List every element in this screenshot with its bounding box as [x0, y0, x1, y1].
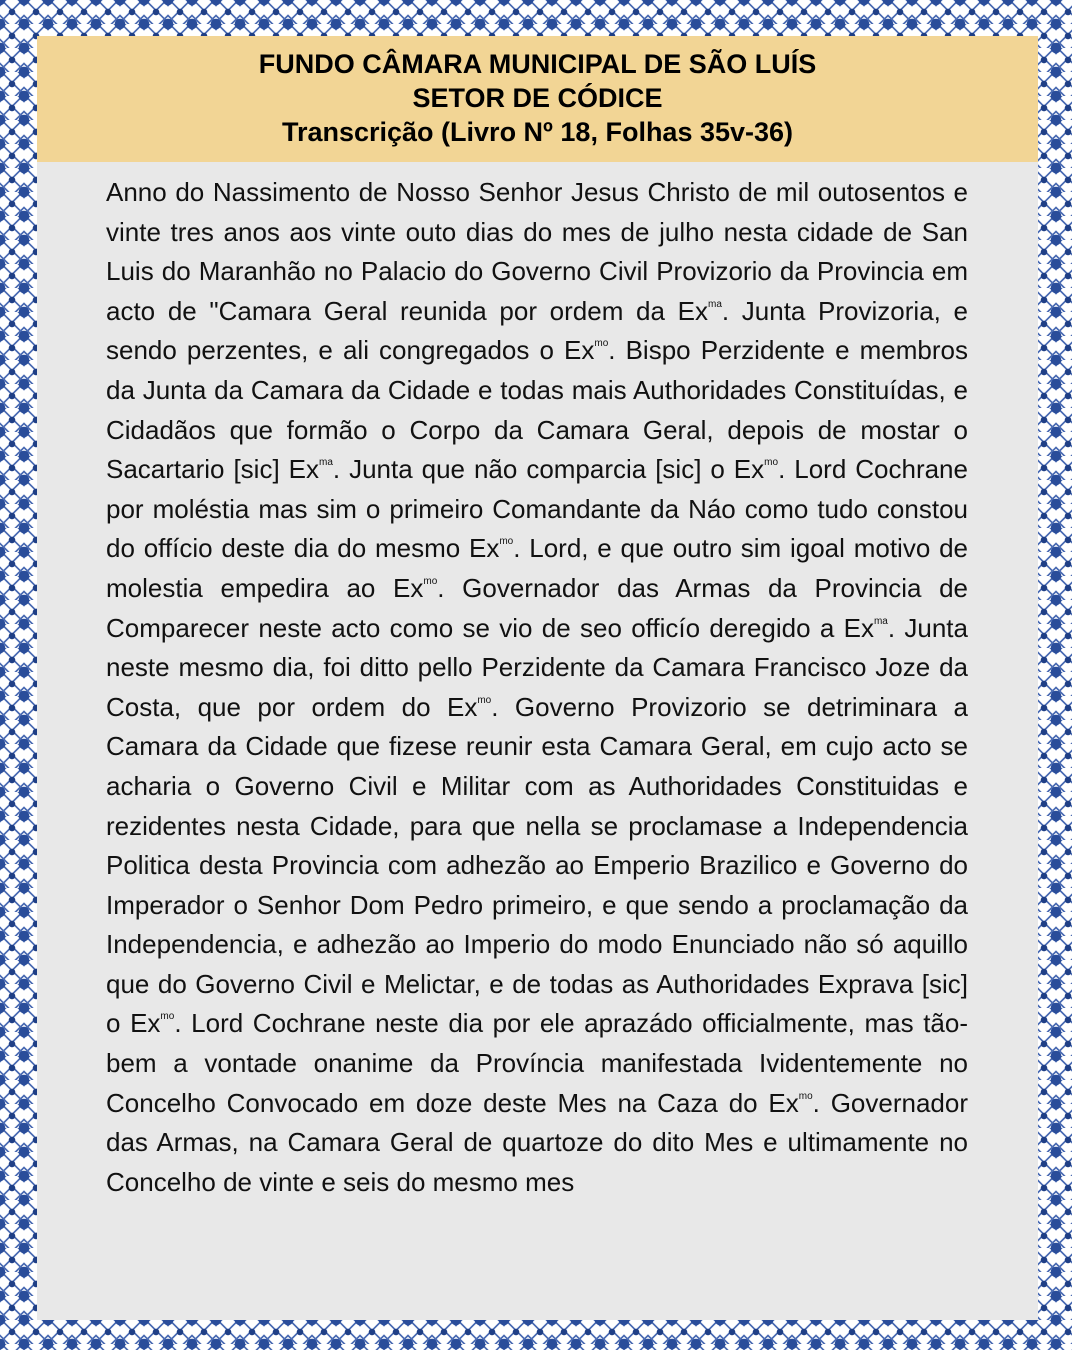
body-text-segment: . Governador das Armas, na Camara Geral de quartoze do dito Mes e ultimamente no Concelho de vinte e seis do mesmo mes [106, 1087, 969, 1197]
abbrev-superscript: mo [423, 575, 438, 587]
body-text-segment: . Lord, e que outro sim igoal motivo de molestia empedira ao Ex [106, 533, 968, 603]
body-text-segment: . Junta Provizoria, e sendo perzentes, e ali congregados o Ex [106, 295, 969, 366]
body-text-segment: . Governo Provizorio se detriminara a Camara da Cidade que fizese reunir esta Camara Geral, em cujo acto se acharia o Governo Civil e Militar com as Authoridades Constituidas e rezidentes nesta Cidade, para que nella se proclamase a Independencia Politica desta Provincia com adhezão ao Emperio Brazilico e Governo do Imperador o Senhor Dom Pedro primeiro, e que sendo a proclamação da Independencia, e adhezão ao Imperio do modo Enunciado não só aquillo que do Governo Civil e Melictar, e de todas as Authoridades Exprava [sic] o Ex [106, 691, 969, 1039]
abbrev-superscript: mo [499, 536, 514, 548]
body-text-segment: Anno do Nassimento de Nosso Senhor Jesus Christo de mil outosentos e vinte tres anos aos vinte outo dias do mes de julho nesta cidade de San Luis do Maranhão no Palacio do Governo Civil Provizorio da Provincia em acto de "Camara Geral reunida por ordem da Ex [106, 177, 968, 326]
abbrev-superscript: mo [594, 338, 609, 350]
body-text-segment: . Governador das Armas da Provincia de Comparecer neste acto como se vio de seo officío deregido a Ex [106, 572, 968, 643]
abbrev-superscript: ma [318, 457, 333, 469]
abbrev-superscript: ma [707, 298, 722, 310]
abbrev-superscript: mo [764, 457, 779, 469]
body-text-segment: . Junta neste mesmo dia, foi ditto pello Perzidente da Camara Francisco Joze da Costa, que por ordem do Ex [106, 612, 968, 722]
body-text-segment: . Bispo Perzidente e membros da Junta da Camara da Cidade e todas mais Authoridades Constituídas, e Cidadãos que formão o Corpo da Camara Geral, depois de mostar o Sacartario [sic] Ex [106, 335, 968, 485]
transcription-title: Transcrição (Livro Nº 18, Folhas 35v-36) [281, 117, 794, 147]
body-text-segment: . Junta que não comparcia [sic] o Ex [332, 454, 765, 485]
transcription-body [106, 173, 968, 1202]
document-sheet [37, 36, 1038, 1320]
abbrev-superscript: mo [798, 1090, 813, 1102]
body-text-segment: . Lord Cochrane por moléstia mas sim o primeiro Comandante da Náo como tudo constou do offício deste dia do mesmo Ex [106, 454, 968, 564]
abbrev-superscript: mo [160, 1011, 175, 1023]
abbrev-superscript: ma [873, 615, 888, 627]
fund-title: FUNDO CÂMARA MUNICIPAL DE SÃO LUÍS [258, 49, 817, 79]
sector-title: SETOR DE CÓDICE [412, 83, 663, 113]
abbrev-superscript: mo [477, 694, 492, 706]
body-text-segment: . Lord Cochrane neste dia por ele aprazádo officialmente, mas tão-bem a vontade onanime da Província manifestada Ividentemente no Concelho Convocado em doze deste Mes na Caza do Ex [106, 1008, 969, 1118]
document-header [37, 36, 1038, 162]
